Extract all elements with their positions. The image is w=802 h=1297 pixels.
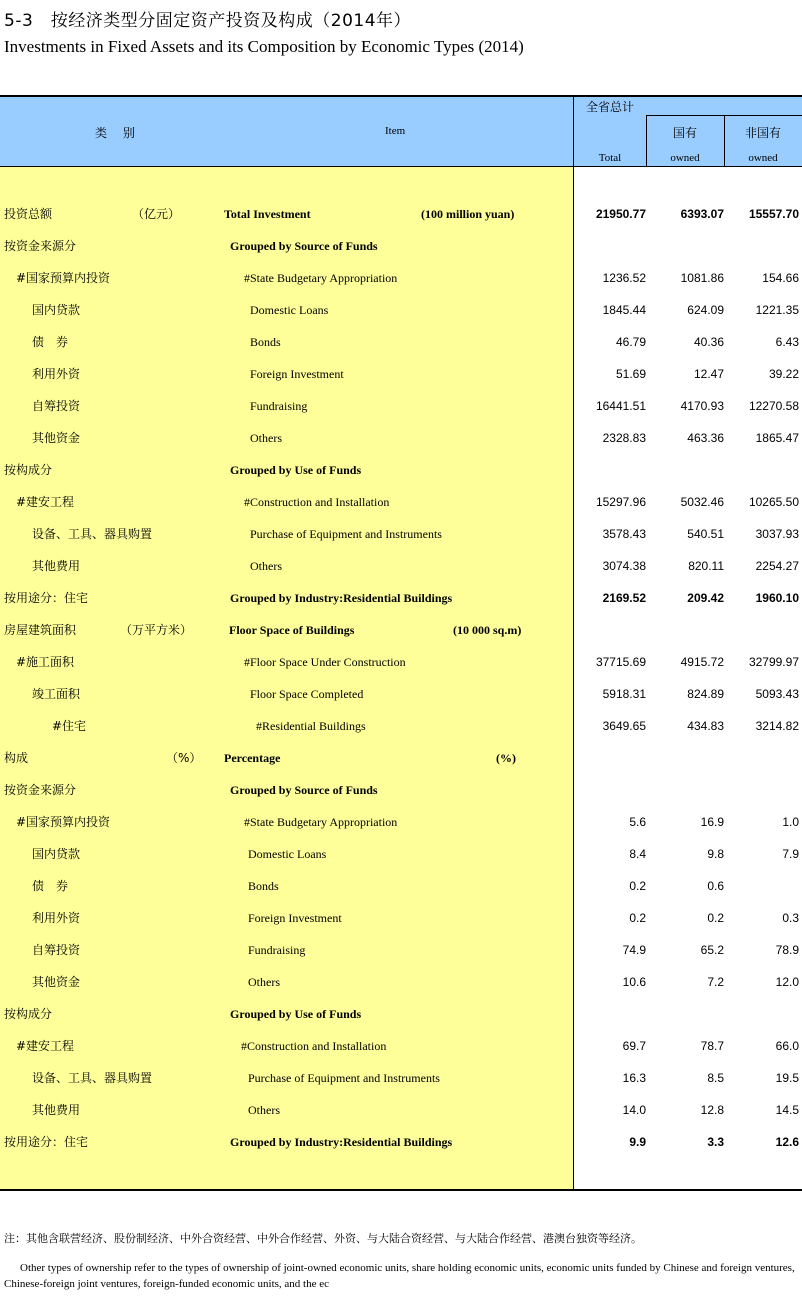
row-label-cn: 其他资金 bbox=[32, 975, 81, 989]
table-row bbox=[0, 486, 802, 518]
cell-state-owned: 12.8 bbox=[700, 1103, 724, 1117]
row-label-cn: 按用途分：住宅 bbox=[4, 591, 89, 605]
cell-total: 16.3 bbox=[622, 1071, 646, 1085]
row-label-en: Grouped by Industry:Residential Buildings bbox=[230, 591, 453, 605]
cell-state-owned: 1081.86 bbox=[680, 271, 724, 285]
cell-non-state-owned: 0.3 bbox=[782, 911, 799, 925]
row-label-cn: 其他费用 bbox=[32, 1103, 81, 1117]
cell-non-state-owned: 12.0 bbox=[775, 975, 799, 989]
table-row bbox=[0, 742, 802, 774]
cell-state-owned: 12.47 bbox=[693, 367, 724, 381]
table-row bbox=[0, 518, 802, 550]
cell-non-state-owned: 154.66 bbox=[762, 271, 799, 285]
row-label-cn: 按构成分 bbox=[4, 463, 53, 477]
cell-total: 1845.44 bbox=[602, 303, 646, 317]
cell-total: 2169.52 bbox=[602, 591, 646, 605]
row-label-en: Foreign Investment bbox=[248, 911, 342, 925]
row-label-en: Floor Space of Buildings bbox=[229, 623, 355, 637]
cell-total: 16441.51 bbox=[595, 399, 646, 413]
table-row bbox=[0, 454, 802, 486]
table-row bbox=[0, 326, 802, 358]
cell-state-owned: 7.2 bbox=[707, 975, 724, 989]
table-row bbox=[0, 358, 802, 390]
page-title-en: Investments in Fixed Assets and its Composition by Economic Types (2014) bbox=[4, 37, 524, 56]
cell-state-owned: 78.7 bbox=[700, 1039, 724, 1053]
cell-total: 10.6 bbox=[622, 975, 646, 989]
cell-non-state-owned: 39.22 bbox=[768, 367, 799, 381]
table-top-rule bbox=[0, 95, 802, 97]
row-label-cn: 按用途分：住宅 bbox=[4, 1135, 89, 1149]
row-label-en: Percentage bbox=[224, 751, 281, 765]
table-header-rule bbox=[0, 166, 802, 167]
row-unit-cn: （亿元） bbox=[132, 207, 181, 221]
row-label-cn: 自筹投资 bbox=[32, 399, 81, 413]
row-label-en: Others bbox=[250, 431, 282, 445]
row-label-en: Bonds bbox=[248, 879, 279, 893]
table-row bbox=[0, 550, 802, 582]
table-row bbox=[0, 902, 802, 934]
table-row bbox=[0, 614, 802, 646]
cell-non-state-owned: 12270.58 bbox=[748, 399, 799, 413]
row-label-cn: #建安工程 bbox=[16, 1039, 75, 1053]
table-row bbox=[0, 646, 802, 678]
row-label-en: Grouped by Industry:Residential Buildings bbox=[230, 1135, 453, 1149]
row-label-cn: 设备、工具、器具购置 bbox=[32, 527, 153, 541]
row-label-en: Purchase of Equipment and Instruments bbox=[248, 1071, 440, 1085]
table-row bbox=[0, 1030, 802, 1062]
row-label-cn: 利用外资 bbox=[32, 367, 81, 381]
table-row bbox=[0, 1062, 802, 1094]
cell-non-state-owned: 1960.10 bbox=[755, 591, 799, 605]
cell-state-owned: 5032.46 bbox=[680, 495, 724, 509]
cell-total: 14.0 bbox=[622, 1103, 646, 1117]
cell-total: 8.4 bbox=[629, 847, 646, 861]
table-row bbox=[0, 934, 802, 966]
cell-total: 5.6 bbox=[629, 815, 646, 829]
cell-non-state-owned: 1.0 bbox=[782, 815, 799, 829]
row-label-cn: 其他资金 bbox=[32, 431, 81, 445]
cell-state-owned: 8.5 bbox=[707, 1071, 724, 1085]
row-unit-en: (10 000 sq.m) bbox=[453, 623, 522, 637]
cell-state-owned: 6393.07 bbox=[680, 207, 724, 221]
row-label-en: Foreign Investment bbox=[250, 367, 344, 381]
row-label-cn: #建安工程 bbox=[16, 495, 75, 509]
row-label-cn: 债 券 bbox=[32, 335, 69, 349]
table-row bbox=[0, 198, 802, 230]
cell-non-state-owned: 3214.82 bbox=[755, 719, 799, 733]
note-en: Other types of ownership refer to the types of ownership of joint-owned economic units, share holding economic units, economic units funded by Chinese and foreign ventures, Chinese-foreign joint ventures, foreign-funded economic units, and the ec bbox=[4, 1262, 795, 1290]
row-label-cn: #住宅 bbox=[52, 719, 87, 733]
row-label-en: Fundraising bbox=[250, 399, 308, 413]
row-unit-cn: （%） bbox=[166, 751, 202, 765]
row-label-cn: 利用外资 bbox=[32, 911, 81, 925]
row-label-cn: 其他费用 bbox=[32, 559, 81, 573]
cell-total: 21950.77 bbox=[595, 207, 646, 221]
cell-non-state-owned: 15557.70 bbox=[748, 207, 799, 221]
row-label-cn: 投资总额 bbox=[4, 207, 53, 221]
table-row bbox=[0, 710, 802, 742]
row-label-cn: 按资金来源分 bbox=[4, 783, 77, 797]
row-label-en: #Floor Space Under Construction bbox=[244, 655, 406, 669]
row-unit-cn: （万平方米） bbox=[120, 623, 193, 637]
cell-state-owned: 16.9 bbox=[700, 815, 724, 829]
row-label-en: Others bbox=[248, 1103, 280, 1117]
cell-total: 69.7 bbox=[622, 1039, 646, 1053]
header-state: 国有 bbox=[672, 126, 697, 140]
row-label-en: Floor Space Completed bbox=[250, 687, 364, 701]
row-label-cn: #施工面积 bbox=[16, 655, 75, 669]
table-body bbox=[0, 198, 802, 1158]
cell-non-state-owned: 14.5 bbox=[775, 1103, 799, 1117]
cell-total: 5918.31 bbox=[602, 687, 646, 701]
row-label-cn: 国内贷款 bbox=[32, 303, 81, 317]
cell-non-state-owned: 32799.97 bbox=[748, 655, 799, 669]
row-label-cn: 设备、工具、器具购置 bbox=[32, 1071, 153, 1085]
row-label-en: Others bbox=[250, 559, 282, 573]
table-row bbox=[0, 838, 802, 870]
cell-total: 0.2 bbox=[629, 911, 646, 925]
row-label-cn: 国内贷款 bbox=[32, 847, 81, 861]
cell-non-state-owned: 6.43 bbox=[775, 335, 799, 349]
cell-total: 0.2 bbox=[629, 879, 646, 893]
page-title-cn: 5-3 按经济类型分固定资产投资及构成（2014年） bbox=[4, 11, 412, 31]
cell-total: 46.79 bbox=[615, 335, 646, 349]
header-item: Item bbox=[385, 125, 406, 137]
cell-state-owned: 463.36 bbox=[687, 431, 724, 445]
row-label-en: Total Investment bbox=[224, 207, 311, 221]
cell-non-state-owned: 2254.27 bbox=[755, 559, 799, 573]
cell-state-owned: 0.2 bbox=[707, 911, 724, 925]
cell-non-state-owned: 66.0 bbox=[775, 1039, 799, 1053]
cell-non-state-owned: 1865.47 bbox=[755, 431, 799, 445]
table-row bbox=[0, 966, 802, 998]
cell-total: 1236.52 bbox=[602, 271, 646, 285]
table-row bbox=[0, 422, 802, 454]
row-label-cn: #国家预算内投资 bbox=[16, 271, 111, 285]
row-unit-en: (100 million yuan) bbox=[421, 207, 515, 221]
cell-state-owned: 4170.93 bbox=[680, 399, 724, 413]
table-row bbox=[0, 262, 802, 294]
table-row bbox=[0, 294, 802, 326]
header-nonstate-en: owned bbox=[748, 152, 778, 164]
cell-state-owned: 4915.72 bbox=[680, 655, 724, 669]
row-label-en: #State Budgetary Appropriation bbox=[244, 271, 398, 285]
table-row bbox=[0, 678, 802, 710]
table-row bbox=[0, 1126, 802, 1158]
row-label-en: #Residential Buildings bbox=[256, 719, 366, 733]
row-label-en: Grouped by Source of Funds bbox=[230, 783, 378, 797]
table-row bbox=[0, 774, 802, 806]
table-row bbox=[0, 390, 802, 422]
cell-state-owned: 40.36 bbox=[693, 335, 724, 349]
row-label-en: Purchase of Equipment and Instruments bbox=[250, 527, 442, 541]
cell-non-state-owned: 78.9 bbox=[775, 943, 799, 957]
cell-total: 9.9 bbox=[629, 1135, 646, 1149]
cell-state-owned: 0.6 bbox=[707, 879, 724, 893]
cell-non-state-owned: 5093.43 bbox=[755, 687, 799, 701]
table-row bbox=[0, 1094, 802, 1126]
table-row bbox=[0, 582, 802, 614]
row-label-cn: #国家预算内投资 bbox=[16, 815, 111, 829]
cell-non-state-owned: 3037.93 bbox=[755, 527, 799, 541]
cell-state-owned: 624.09 bbox=[687, 303, 724, 317]
cell-state-owned: 209.42 bbox=[687, 591, 724, 605]
cell-state-owned: 65.2 bbox=[700, 943, 724, 957]
header-state-en: owned bbox=[670, 152, 700, 164]
table-row bbox=[0, 230, 802, 262]
cell-non-state-owned: 19.5 bbox=[775, 1071, 799, 1085]
row-label-en: Fundraising bbox=[248, 943, 306, 957]
header-subrule bbox=[646, 115, 802, 116]
cell-total: 15297.96 bbox=[595, 495, 646, 509]
note-cn: 注：其他含联营经济、股份制经济、中外合资经营、中外合作经营、外资、与大陆合资经营、与大陆合作经营、港澳台独资等经济。 bbox=[4, 1232, 642, 1245]
row-label-cn: 房屋建筑面积 bbox=[4, 623, 77, 637]
cell-state-owned: 824.89 bbox=[687, 687, 724, 701]
cell-total: 51.69 bbox=[615, 367, 646, 381]
header-nonstate: 非国有 bbox=[744, 126, 781, 140]
cell-state-owned: 820.11 bbox=[688, 559, 724, 573]
cell-non-state-owned: 7.9 bbox=[782, 847, 799, 861]
row-label-cn: 债 券 bbox=[32, 879, 69, 893]
cell-non-state-owned: 1221.35 bbox=[755, 303, 799, 317]
row-label-en: #State Budgetary Appropriation bbox=[244, 815, 398, 829]
cell-total: 3649.65 bbox=[602, 719, 646, 733]
cell-total: 2328.83 bbox=[602, 431, 646, 445]
cell-total: 74.9 bbox=[622, 943, 646, 957]
header-total: Total bbox=[598, 152, 622, 164]
row-label-en: Domestic Loans bbox=[248, 847, 327, 861]
cell-state-owned: 540.51 bbox=[687, 527, 724, 541]
cell-non-state-owned: 10265.50 bbox=[748, 495, 799, 509]
row-label-en: Grouped by Use of Funds bbox=[230, 1007, 362, 1021]
row-label-en: Grouped by Use of Funds bbox=[230, 463, 362, 477]
cell-state-owned: 434.83 bbox=[687, 719, 724, 733]
row-label-cn: 按构成分 bbox=[4, 1007, 53, 1021]
cell-state-owned: 9.8 bbox=[707, 847, 724, 861]
cell-total: 37715.69 bbox=[595, 655, 646, 669]
row-label-en: #Construction and Installation bbox=[241, 1039, 387, 1053]
row-label-en: Domestic Loans bbox=[250, 303, 329, 317]
row-label-cn: 按资金来源分 bbox=[4, 239, 77, 253]
table-row bbox=[0, 806, 802, 838]
row-label-en: Bonds bbox=[250, 335, 281, 349]
header-all-province: 全省总计 bbox=[585, 100, 634, 114]
row-label-en: Grouped by Source of Funds bbox=[230, 239, 378, 253]
row-label-cn: 自筹投资 bbox=[32, 943, 81, 957]
table-row bbox=[0, 870, 802, 902]
cell-total: 3074.38 bbox=[602, 559, 646, 573]
row-unit-en: (%) bbox=[496, 751, 516, 765]
row-label-en: Others bbox=[248, 975, 280, 989]
table-row bbox=[0, 998, 802, 1030]
header-category: 类 别 bbox=[95, 126, 141, 140]
table-bottom-rule bbox=[0, 1189, 802, 1191]
row-label-en: #Construction and Installation bbox=[244, 495, 390, 509]
cell-non-state-owned: 12.6 bbox=[775, 1135, 799, 1149]
cell-state-owned: 3.3 bbox=[707, 1135, 724, 1149]
row-label-cn: 竣工面积 bbox=[32, 687, 81, 701]
row-label-cn: 构成 bbox=[4, 751, 29, 765]
cell-total: 3578.43 bbox=[602, 527, 646, 541]
